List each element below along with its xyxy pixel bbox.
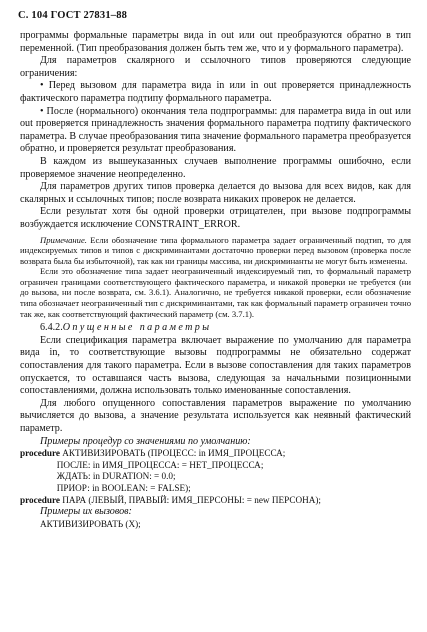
paragraph-6: Для параметров других типов проверка делается до вызова для всех видов, как для скалярных и ссылочных типов; после возврата никаких проверок не делается.: [20, 181, 411, 205]
paragraph-7: Если результат хотя бы одной проверки отрицателен, при вызове подпрограммы возбуждается исключение CONSTRAINT_ERROR.: [20, 206, 411, 230]
code-block-1: [20, 448, 411, 506]
code-line: procedure ПАРА (ЛЕВЫЙ, ПРАВЫЙ: ИМЯ_ПЕРСОНЫ: = new ПЕРСОНА);: [20, 494, 321, 505]
paragraph-2: Для параметров скалярного и ссылочного типов проверяются следующие ограничения:: [20, 55, 411, 79]
examples-heading-1: Примеры процедур со значениями по умолчанию:: [40, 435, 251, 447]
code-line: procedure АКТИВИЗИРОВАТЬ (ПРОЦЕСС: in ИМЯ_ПРОЦЕССА;: [20, 448, 286, 459]
body-column: [20, 30, 411, 530]
code-line: ЖДАТЬ: in DURATION: = 0.0;: [20, 471, 176, 482]
note-paragraph-2: Если это обозначение типа задает неограниченный индексируемый тип, то формальный параметр ограничен границами соответствующего фактического параметра, и никакой проверки не требуется (ни до вызова, ни после возврата, см. 3.6.1). Аналогично, не требуется никакой проверки, если обозначение типа обозначает неограниченный тип с дискриминантами, так как формальный параметр ограничен точно так же, как соответствующий фактический параметр (см. 3.7.1).: [20, 266, 411, 319]
note-label: Примечание.: [40, 234, 87, 245]
bullet-before-call: • Перед вызовом для параметра вида in или in out проверяется принадлежность фактического параметра подтипу формального параметра.: [20, 80, 411, 104]
code-line: ПРИОР: in BOOLEAN: = FALSE);: [20, 482, 191, 493]
paragraph-5: В каждом из вышеуказанных случаев выполнение программы ошибочно, если проверяемое значение неопределенно.: [20, 155, 411, 180]
section-number: 6.4.2.: [40, 322, 63, 334]
examples-heading-2: Примеры их вызовов:: [40, 506, 132, 518]
section-heading: [20, 322, 411, 335]
bullet-after-call: • После (нормального) окончания тела подпрограммы: для параметра вида in out или out проверяется принадлежность значения формального параметра подтипу фактического параметра. В случае преобразования типа значение формального параметра преобразуется обратно, и проверяется результат преобразования.: [20, 105, 411, 155]
code-line: ПОСЛЕ: in ИМЯ_ПРОЦЕССА: = НЕТ_ПРОЦЕССА;: [20, 459, 264, 470]
note-text-1: Если обозначение типа формального параметра задает ограниченный подтип, то для индексируемых типов и типов с дискриминантами достаточно проверки перед вызовом (проверка после возврата была бы избыточной), так как ни границы массива, ни дискриминанты не могут быть изменены.: [20, 234, 411, 266]
code-block-2: АКТИВИЗИРОВАТЬ (X);: [40, 518, 141, 529]
page-header: С. 104 ГОСТ 27831–88: [18, 10, 128, 21]
note-paragraph-1: [20, 235, 411, 267]
section-paragraph-2: Для любого опущенного сопоставления параметров выражение по умолчанию вычисляется до вызова, а значение результата используется как неявный фактический параметр.: [20, 397, 411, 434]
paragraph-1: программы формальные параметры вида in out или out преобразуются обратно в тип переменной. (Тип преобразования должен быть тем же, что и у формального параметра).: [20, 30, 411, 54]
section-title: Опущенные параметры: [62, 322, 212, 334]
section-paragraph-1: Если спецификация параметра включает выражение по умолчанию для параметра вида in, то соответствующие вызовы подпрограммы не обязательно содержат сопоставления для такого параметра. Если в вызове сопоставления для таких параметров опускается, то оставшаяся часть вызова, следующая за начальными позиционными сопоставлениями, должна использовать только именованные сопоставления.: [20, 334, 411, 397]
